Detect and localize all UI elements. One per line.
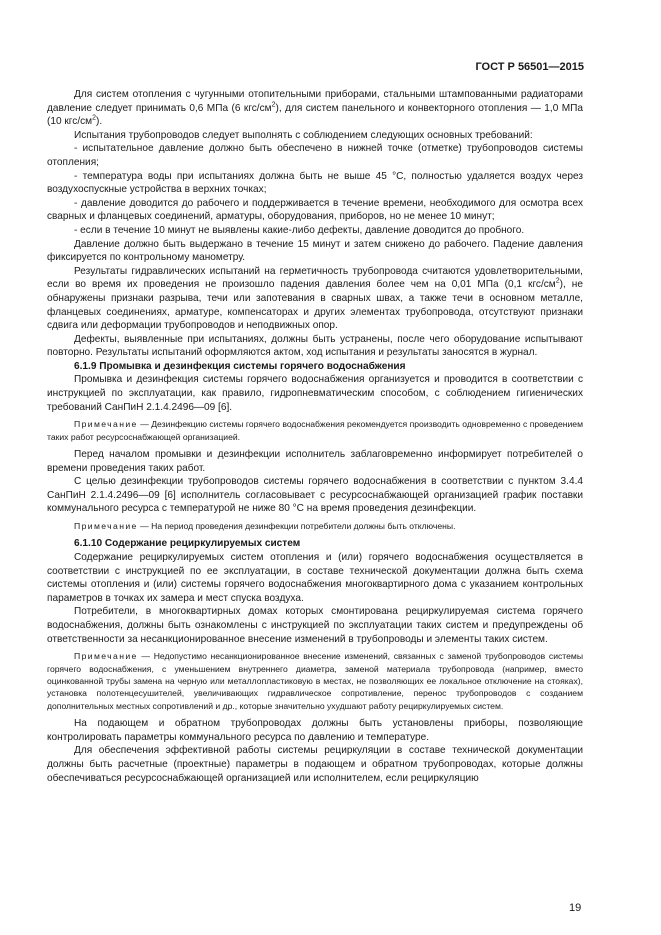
- paragraph: Испытания трубопроводов следует выполнять с соблюдением следующих основных требований:: [74, 129, 533, 141]
- note: Примечание — Недопустимо несанкционированное внесение изменений, связанных с заменой трубопроводов системы горячего водоснабжения, с уменьшением внутреннего диаметра, заменой материала трубопровода (например, вместо оцинкованной трубы замена на черную или металлопластиковую в местах, не позволяющих ее локальное отключение на стояках), установка полотенцесушителей, увеличивающих гидравлическое сопротивление, перенос трубопроводов с созданием дополнительных местных сопротивлений и др., которые значительно ухудшают работу рециркулируемых систем.: [47, 651, 583, 711]
- list-item: - испытательное давление должно быть обеспечено в нижней точке (отметке) трубопроводов системы отопления;: [47, 143, 583, 168]
- list-item: - если в течение 10 минут не выявлены какие-либо дефекты, давление доводится до пробного.: [74, 224, 525, 236]
- section-heading: 6.1.9 Промывка и дезинфекция системы горячего водоснабжения: [74, 360, 406, 372]
- note-label: Примечание: [74, 651, 138, 662]
- page-number: 19: [569, 902, 582, 914]
- paragraph: Для систем отопления с чугунными отопительными приборами, стальными штампованными радиаторами давление следует принимать 0,6 МПа (6 кгс/$см^2$), для систем панельного и конвекторного отопления — 1,0 МПа (10 кгс/$см^2$).: [47, 89, 583, 128]
- document-header: ГОСТ Р 56501—2015: [475, 61, 584, 73]
- paragraph: Содержание рециркулируемых систем отопления и (или) горячего водоснабжения осуществляется в соответствии с инструкцией по ее эксплуатации, в составе технической документации должна быть схема системы отопления и (или) системы горячего водоснабжения многоквартирного дома с указанием контрольных параметров в точках их замера и мест спуска воздуха.: [47, 552, 583, 604]
- document-body: [47, 88, 583, 785]
- note: Примечание — На период проведения дезинфекции потребители должны быть отключены.: [74, 521, 456, 532]
- note: Примечание — Дезинфекцию системы горячего водоснабжения рекомендуется производить одновременно с проведением таких работ ресурсоснабжающей организацией.: [47, 419, 583, 442]
- paragraph: Давление должно быть выдержано в течение 15 минут и затем снижено до рабочего. Падение давления фиксируется по контрольному манометру.: [47, 238, 583, 264]
- paragraph: С целью дезинфекции трубопроводов системы горячего водоснабжения в соответствии с пунктом 3.4.4 СанПиН 2.1.4.2496—09 [6] исполнитель согласовывает с ресурсоснабжающей организацией график поставки коммунального ресурса с температурой не ниже 80 °С на время проведения дезинфекции.: [47, 476, 583, 515]
- paragraph: Промывка и дезинфекция системы горячего водоснабжения организуется и проводится в соответствии с инструкцией по эксплуатации, как правило, гидропневматическим способом, с соблюдением гигиенических требований СанПиН 2.1.4.2496—09 [6].: [47, 374, 583, 413]
- section-heading: 6.1.10 Содержание рециркулируемых систем: [74, 538, 301, 550]
- paragraph: Для обеспечения эффективной работы системы рециркуляции в составе технической документации должны быть расчетные (проектные) параметры в подающем и обратном трубопроводах, которые должны обеспечиваться ресурсоснабжающей организацией или исполнителем, если рециркуляцию: [47, 745, 583, 784]
- paragraph: Потребители, в многоквартирных домах которых смонтирована рециркулируемая система горячего водоснабжения, должны быть ознакомлены с инструкцией по эксплуатации таких систем и предупреждены об ответственности за несанкционированное внесение изменений в трубопроводы и элементы таких систем.: [47, 606, 583, 645]
- list-item: - температура воды при испытаниях должна быть не выше 45 °С, полностью удаляется воздух через воздухоспускные устройства в верхних точках;: [47, 170, 583, 196]
- paragraph: Результаты гидравлических испытаний на герметичность трубопровода считаются удовлетворительными, если во время их проведения не произошло падения давления более чем на 0,01 МПа (0,1 кгс/$см^2$), не обнаружены признаки разрыва, течи или запотевания в сварных швах, а также течи в основном металле, фланцевых соединениях, арматуре, компенсаторах и других элементах трубопровода, отсутствуют признаки сдвига или деформации трубопроводов и неподвижных опор.: [47, 265, 583, 332]
- list-item: - давление доводится до рабочего и поддерживается в течение времени, необходимого для осмотра всех сварных и фланцевых соединений, арматуры, оборудования, приборов, но не менее 10 минут;: [47, 197, 583, 223]
- note-label: Примечание: [74, 419, 138, 430]
- paragraph: На подающем и обратном трубопроводах должны быть установлены приборы, позволяющие контролировать параметры коммунального ресурса по давлению и температуре.: [47, 718, 583, 743]
- note-label: Примечание: [74, 521, 138, 532]
- paragraph: Дефекты, выявленные при испытаниях, должны быть устранены, после чего оборудование испытывают повторно. Результаты испытаний оформляются актом, ход испытания и результаты заносятся в журнал.: [47, 333, 583, 359]
- paragraph: Перед началом промывки и дезинфекции исполнитель заблаговременно информирует потребителей о времени проведения таких работ.: [47, 449, 583, 474]
